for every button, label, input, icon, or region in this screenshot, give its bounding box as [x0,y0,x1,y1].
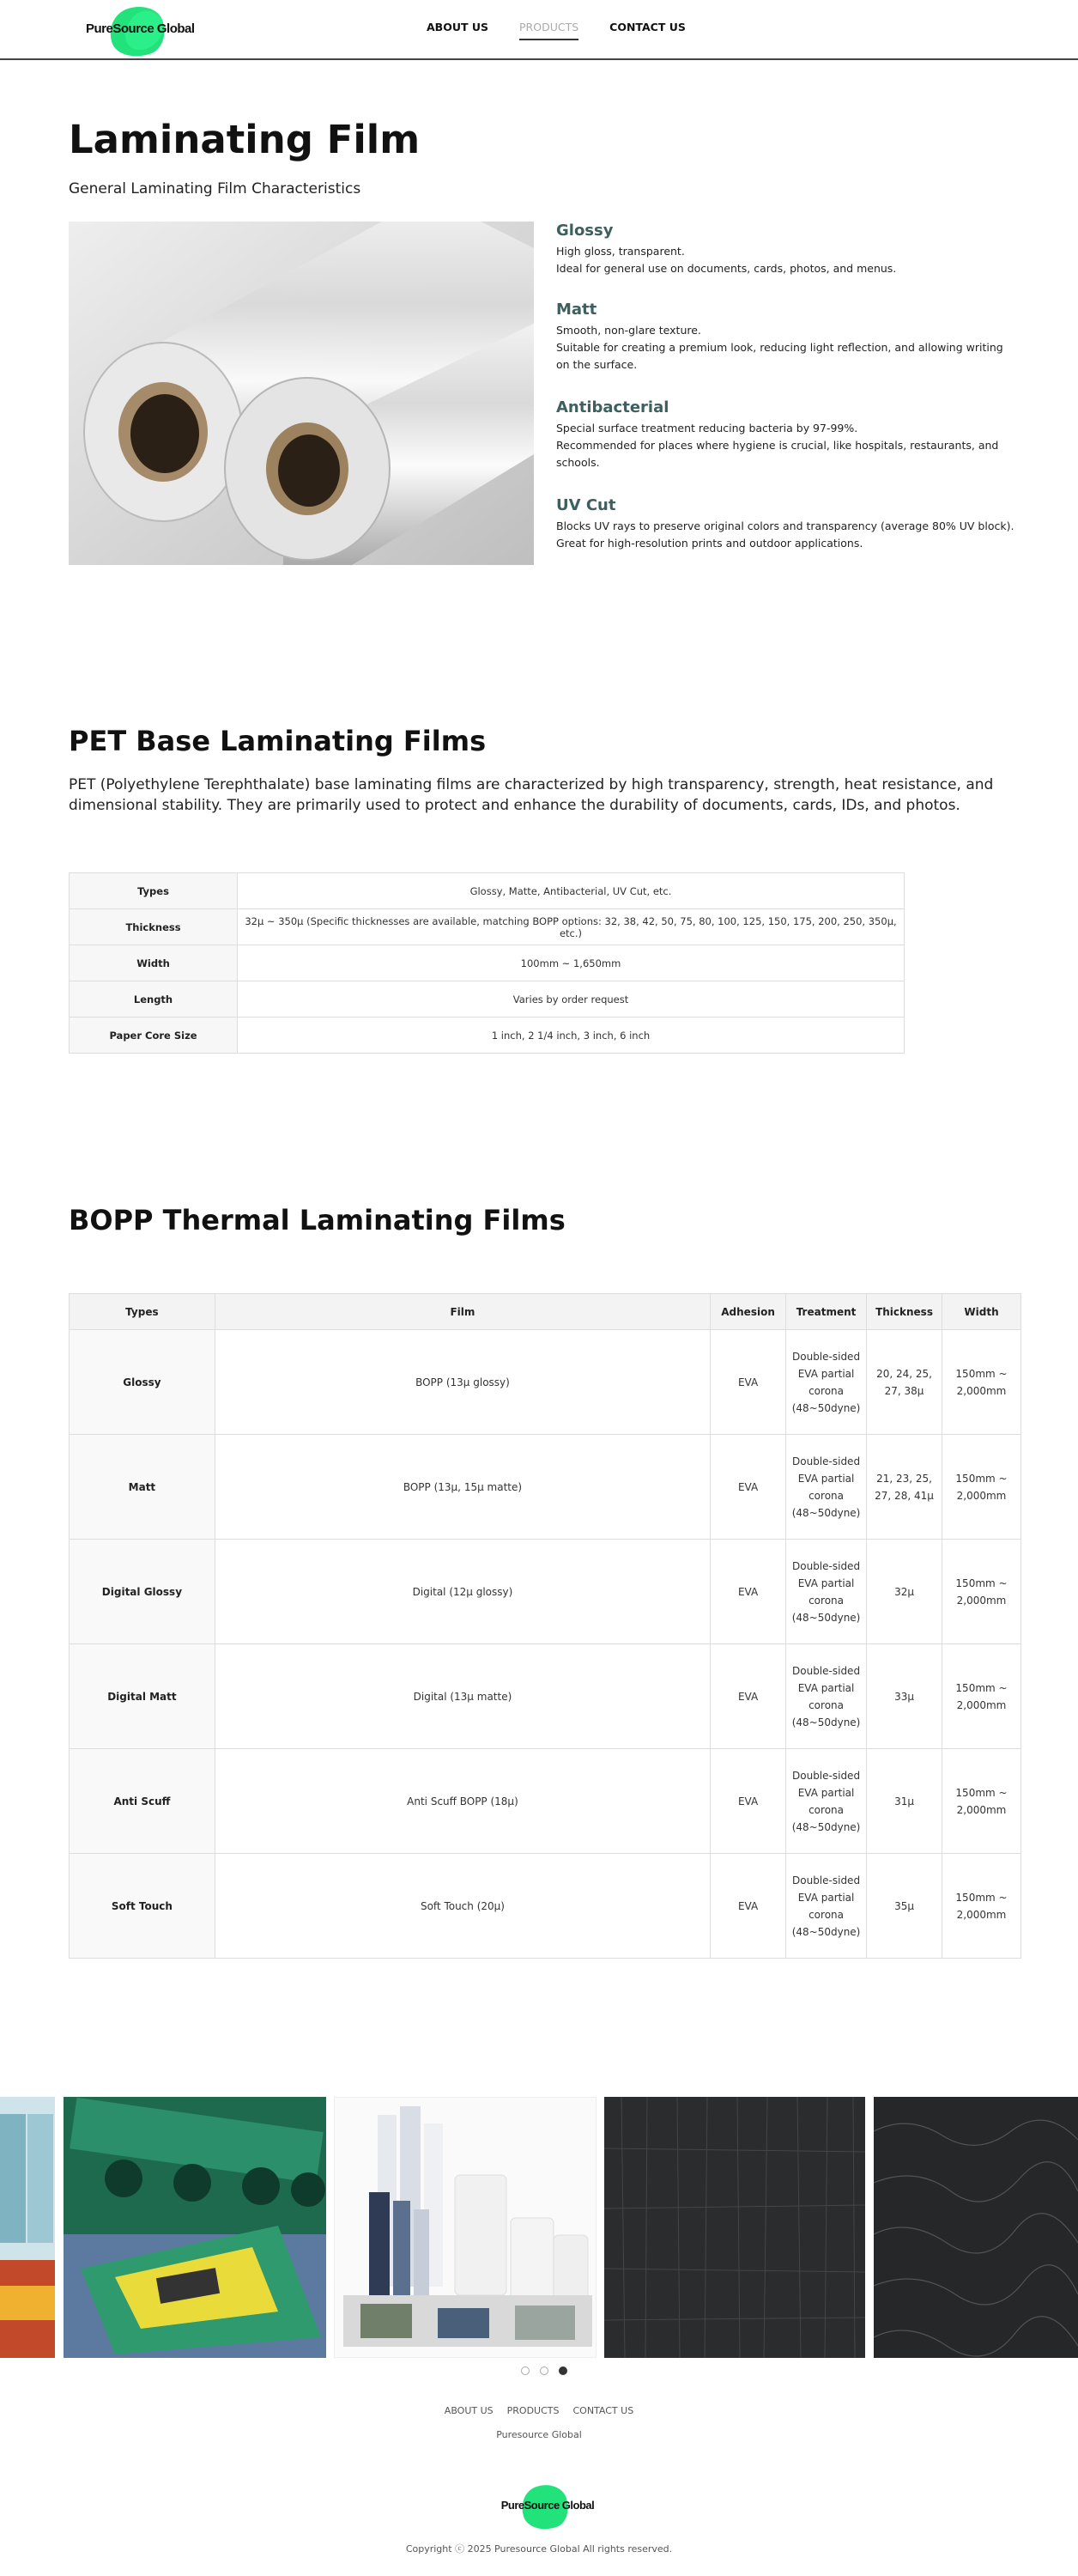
carousel-dot-1[interactable] [521,2366,530,2375]
page-title: Laminating Film [69,117,421,162]
feature-text: Great for high-resolution prints and outdoor applications. [556,537,863,550]
feature-uv-cut [556,496,1020,552]
adhesion-cell: EVA [711,1330,786,1435]
main-nav [427,21,686,40]
column-header: Types [70,1294,215,1330]
table-row [70,1644,1021,1749]
table-cell: Glossy, Matte, Antibacterial, UV Cut, etc. [238,873,905,909]
column-header: Film [215,1294,710,1330]
green-film-rolls-photo-icon [64,2097,326,2358]
column-header: Width [942,1294,1021,1330]
bopp-spec-table [69,1293,1021,1959]
table-cell: Varies by order request [238,981,905,1018]
table-cell: 100mm ~ 1,650mm [238,945,905,981]
width-cell: 150mm ~ 2,000mm [942,1435,1021,1540]
gallery-slide[interactable] [64,2097,326,2358]
feature-antibacterial [556,398,1020,471]
treatment-cell: Double-sided EVA partial corona (48~50dyne) [786,1644,867,1749]
width-cell: 150mm ~ 2,000mm [942,1330,1021,1435]
column-header: Thickness [867,1294,942,1330]
table-row [70,981,905,1018]
footer-copyright: Copyright ⓒ 2025 Puresource Global All rights reserved. [405,2543,673,2555]
leather-texture-film-photo-icon [874,2097,1078,2358]
treatment-cell: Double-sided EVA partial corona (48~50dyne) [786,1540,867,1644]
treatment-cell: Double-sided EVA partial corona (48~50dyne) [786,1749,867,1854]
column-header: Treatment [786,1294,867,1330]
gallery-slide[interactable] [0,2097,55,2358]
adhesion-cell: EVA [711,1435,786,1540]
feature-text: Blocks UV rays to preserve original colors and transparency (average 80% UV block). [556,519,1014,532]
laminating-film-rolls-image [69,222,534,565]
film-rolls-illustration [69,222,534,565]
feature-title: Glossy [556,222,614,240]
table-header-cell: Width [70,945,238,981]
thickness-cell: 35μ [867,1854,942,1959]
table-row [70,945,905,981]
film-cell: Digital (13μ matte) [215,1644,710,1749]
feature-text: Recommended for places where hygiene is crucial, like hospitals, restaurants, and schools. [556,439,999,469]
gallery-slide[interactable] [334,2097,597,2358]
gallery-slide[interactable] [604,2097,865,2358]
footer-link-products[interactable]: PRODUCTS [506,2405,560,2416]
feature-text: High gloss, transparent. [556,245,685,258]
table-row [70,1435,1021,1540]
type-cell: Anti Scuff [70,1749,215,1854]
type-cell: Digital Matt [70,1644,215,1749]
width-cell: 150mm ~ 2,000mm [942,1749,1021,1854]
adhesion-cell: EVA [711,1540,786,1644]
laminating-products-photo-icon [335,2098,597,2358]
thickness-cell: 33μ [867,1644,942,1749]
table-row [70,909,905,945]
feature-title: UV Cut [556,496,616,514]
adhesion-cell: EVA [711,1644,786,1749]
table-header-cell: Thickness [70,909,238,945]
film-cell: BOPP (13μ glossy) [215,1330,710,1435]
nav-contact-us[interactable]: CONTACT US [609,21,686,33]
adhesion-cell: EVA [711,1854,786,1959]
treatment-cell: Double-sided EVA partial corona (48~50dyne) [786,1854,867,1959]
feature-glossy [556,222,1020,277]
pet-description: PET (Polyethylene Terephthalate) base laminating films are characterized by high transparency, strength, heat resistance, and dimensional stability. They are primarily used to protect and enhance the durability of documents, cards, IDs, and photos. [69,776,994,814]
feature-title: Antibacterial [556,398,669,416]
table-cell: 32μ ~ 350μ (Specific thicknesses are available, matching BOPP options: 32, 38, 42, 50, 75, 80, 100, 125, 150, 175, 200, 250, 350μ, etc.) [238,909,905,945]
film-cell: Anti Scuff BOPP (18μ) [215,1749,710,1854]
pet-section-title: PET Base Laminating Films [69,725,487,757]
table-header-row [70,1294,1021,1330]
gallery-slide[interactable] [874,2097,1078,2358]
type-cell: Matt [70,1435,215,1540]
logo-text: PureSource Global [86,21,195,36]
footer-link-about-us[interactable]: ABOUT US [444,2405,494,2416]
table-row [70,1749,1021,1854]
adhesion-cell: EVA [711,1749,786,1854]
thickness-cell: 31μ [867,1749,942,1854]
table-row [70,1330,1021,1435]
column-header: Adhesion [711,1294,786,1330]
width-cell: 150mm ~ 2,000mm [942,1644,1021,1749]
table-row [70,1018,905,1054]
footer-logo-text: PureSource Global [500,2499,595,2512]
treatment-cell: Double-sided EVA partial corona (48~50dyne) [786,1330,867,1435]
dark-texture-film-photo-icon [604,2097,865,2358]
footer-link-contact-us[interactable]: CONTACT US [572,2405,634,2416]
thickness-cell: 20, 24, 25, 27, 38μ [867,1330,942,1435]
nav-products[interactable]: PRODUCTS [519,21,578,40]
type-cell: Glossy [70,1330,215,1435]
width-cell: 150mm ~ 2,000mm [942,1540,1021,1644]
treatment-cell: Double-sided EVA partial corona (48~50dyne) [786,1435,867,1540]
nav-about-us[interactable]: ABOUT US [427,21,489,33]
feature-matt [556,301,1020,374]
type-cell: Soft Touch [70,1854,215,1959]
bopp-section-title: BOPP Thermal Laminating Films [69,1204,566,1236]
table-header-cell: Length [70,981,238,1018]
feature-text: Smooth, non-glare texture. [556,324,701,337]
table-row [70,1854,1021,1959]
table-header-cell: Types [70,873,238,909]
feature-title: Matt [556,301,597,319]
thickness-cell: 32μ [867,1540,942,1644]
feature-text: Special surface treatment reducing bacteria by 97-99%. [556,422,858,434]
carousel-dot-3-active[interactable] [559,2366,567,2375]
pet-spec-table [69,872,905,1054]
film-roll-photo-icon [0,2097,55,2358]
film-cell: BOPP (13μ, 15μ matte) [215,1435,710,1540]
table-row [70,1540,1021,1644]
table-row [70,873,905,909]
carousel-pagination [521,2366,567,2375]
table-header-cell: Paper Core Size [70,1018,238,1054]
thickness-cell: 21, 23, 25, 27, 28, 41μ [867,1435,942,1540]
site-header [0,0,1078,60]
feature-text: Ideal for general use on documents, cards, photos, and menus. [556,262,897,275]
type-cell: Digital Glossy [70,1540,215,1644]
table-cell: 1 inch, 2 1/4 inch, 3 inch, 6 inch [238,1018,905,1054]
page-subtitle: General Laminating Film Characteristics [69,180,361,197]
site-logo[interactable] [86,7,206,55]
carousel-dot-2[interactable] [540,2366,548,2375]
film-cell: Soft Touch (20μ) [215,1854,710,1959]
footer-company-name: Puresource Global [496,2429,582,2440]
footer-nav [0,2405,1078,2416]
footer-logo[interactable] [496,2483,599,2531]
product-gallery-carousel[interactable] [0,2097,1078,2358]
feature-text: Suitable for creating a premium look, reducing light reflection, and allowing writing on the surface. [556,341,1003,371]
film-cell: Digital (12μ glossy) [215,1540,710,1644]
width-cell: 150mm ~ 2,000mm [942,1854,1021,1959]
